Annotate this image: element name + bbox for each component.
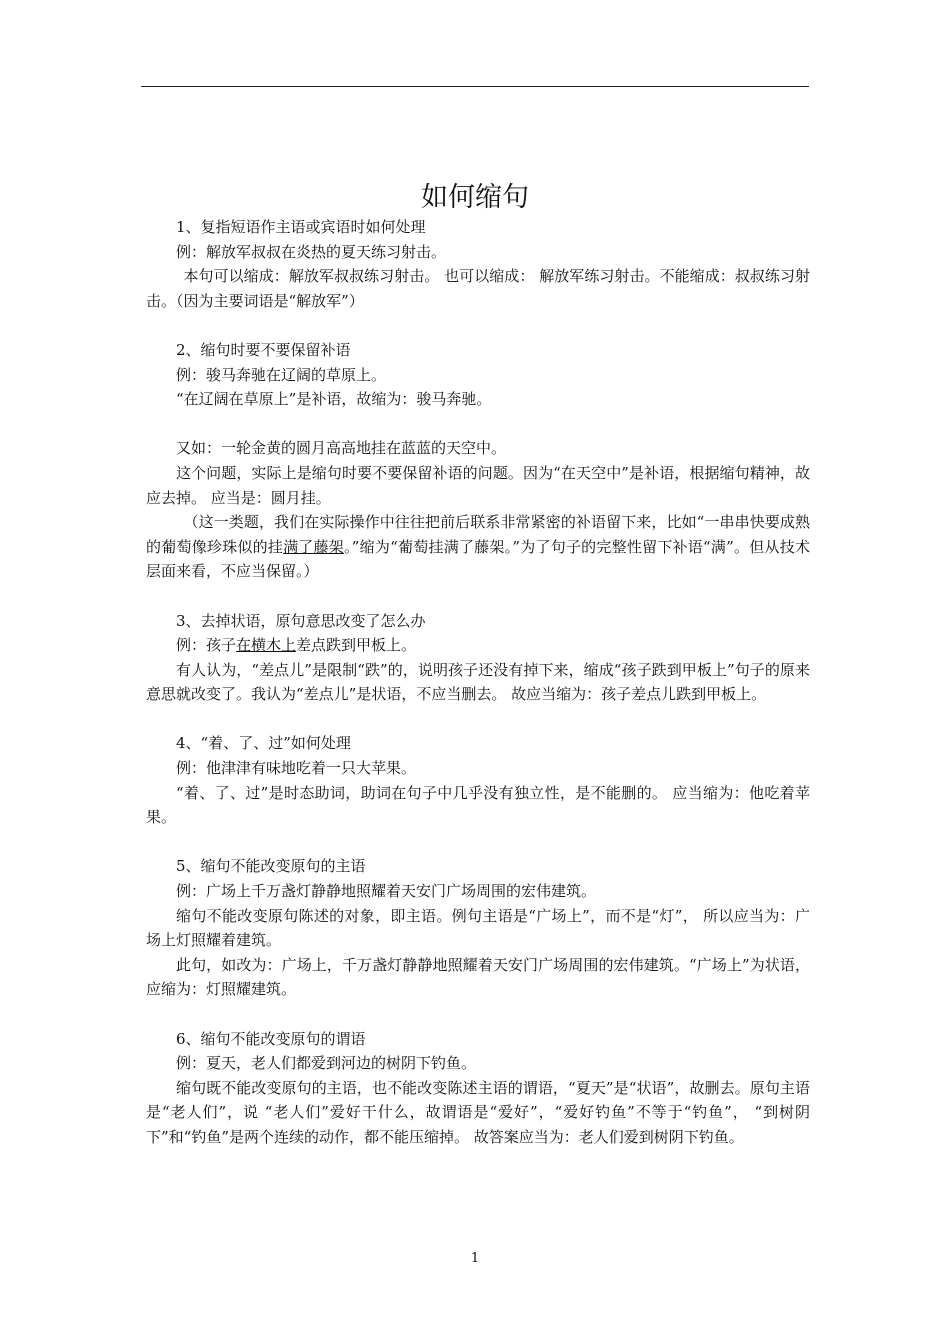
note-text-before: （这一类题，我们在实际操作中往往把前后联系非常紧密的补语留下来，比如“一串串快要成熟的葡萄像珍珠似的挂 (146, 513, 810, 556)
section-explanation: 缩句不能改变原句陈述的对象，即主语。例句主语是“广场上”，而不是“灯”， 所以应当为：广场上灯照耀着建筑。 (146, 906, 810, 950)
section-explanation: 缩句既不能改变原句的主语，也不能改变陈述主语的谓语，“夏天”是“状语”，故删去。原句主语是“老人们”，说 “老人们”爱好干什么，故谓语是“爱好”，“爱好钓鱼”不等于“钓鱼”， “到树阴下”和“钓鱼”是两个连续的动作，都不能压缩掉。 故答案应当为：老人们爱到树阴下钓鱼。 (146, 1078, 810, 1146)
document-body (146, 215, 810, 1150)
section-example (146, 633, 810, 658)
section-2 (146, 338, 810, 584)
example-text-after: 差点跌到甲板上。 (296, 636, 417, 655)
section-heading: 5、缩句不能改变原句的主语 (176, 857, 366, 876)
section-explanation: “在辽阔在草原上”是补语，故缩为：骏马奔驰。 (176, 390, 492, 409)
section-explanation: “着、了、过”是时态助词，助词在句子中几乎没有独立性，是不能删的。 应当缩为：他吃着苹果。 (146, 783, 810, 827)
note-text-after: 。”缩为“葡萄挂满了藤架。”为了句子的完整性留下补语“满”。但从技术层面来看，不应当保留。） (146, 537, 810, 581)
section-heading: 3、去掉状语，原句意思改变了怎么办 (176, 611, 426, 630)
paragraph-gap (146, 313, 810, 338)
section-example: 例：广场上千万盏灯静静地照耀着天安门广场周围的宏伟建筑。 (176, 882, 597, 901)
section-note (146, 510, 810, 584)
example-text-before: 例：孩子 (176, 636, 237, 655)
section-3 (146, 609, 810, 707)
header-rule (141, 86, 809, 87)
section-heading: 1、复指短语作主语或宾语时如何处理 (176, 218, 426, 236)
section-example-2: 又如：一轮金黄的圆月高高地挂在蓝蓝的天空中。 (176, 439, 507, 458)
section-example: 例：骏马奔驰在辽阔的草原上。 (176, 365, 387, 384)
section-explanation: 本句可以缩成：解放军叔叔练习射击。 也可以缩成： 解放军练习射击。不能缩成：叔叔练习射击。（因为主要词语是“解放军”） (146, 267, 810, 310)
paragraph-gap (146, 830, 810, 855)
example-underlined-text: 在横木上 (236, 636, 297, 655)
section-heading: 2、缩句时要不要保留补语 (176, 340, 351, 359)
section-example: 例：解放军叔叔在炎热的夏天练习射击。 (176, 242, 447, 261)
paragraph-gap (146, 1002, 810, 1027)
section-1 (146, 215, 810, 313)
section-example: 例：夏天，老人们都爱到河边的树阴下钓鱼。 (176, 1054, 477, 1073)
page-number: 1 (470, 1251, 480, 1266)
paragraph-gap (146, 707, 810, 732)
section-explanation: 有人认为，“差点儿”是限制“跌”的，说明孩子还没有掉下来，缩成“孩子跌到甲板上”句子的原来意思就改变了。我认为“差点儿”是状语，不应当删去。 故应当缩为：孩子差点儿跌到甲板上。 (146, 660, 810, 704)
section-explanation-2: 这个问题，实际上是缩句时要不要保留补语的问题。因为“在天空中”是补语，根据缩句精神，故应去掉。 应当是：圆月挂。 (146, 463, 810, 507)
section-explanation-2: 此句，如改为：广场上，千万盏灯静静地照耀着天安门广场周围的宏伟建筑。“广场上”为状语，应缩为：灯照耀建筑。 (146, 955, 810, 999)
note-underlined-text: 满了藤架 (283, 537, 345, 556)
paragraph-gap (146, 412, 810, 437)
section-heading: 6、缩句不能改变原句的谓语 (176, 1029, 366, 1048)
section-6 (146, 1027, 810, 1150)
section-heading: 4、“着、了、过”如何处理 (176, 734, 351, 753)
section-4 (146, 731, 810, 829)
section-example: 例：他津津有味地吃着一只大苹果。 (176, 759, 417, 778)
page-title: 如何缩句 (421, 182, 529, 214)
section-5 (146, 854, 810, 1002)
paragraph-gap (146, 584, 810, 609)
